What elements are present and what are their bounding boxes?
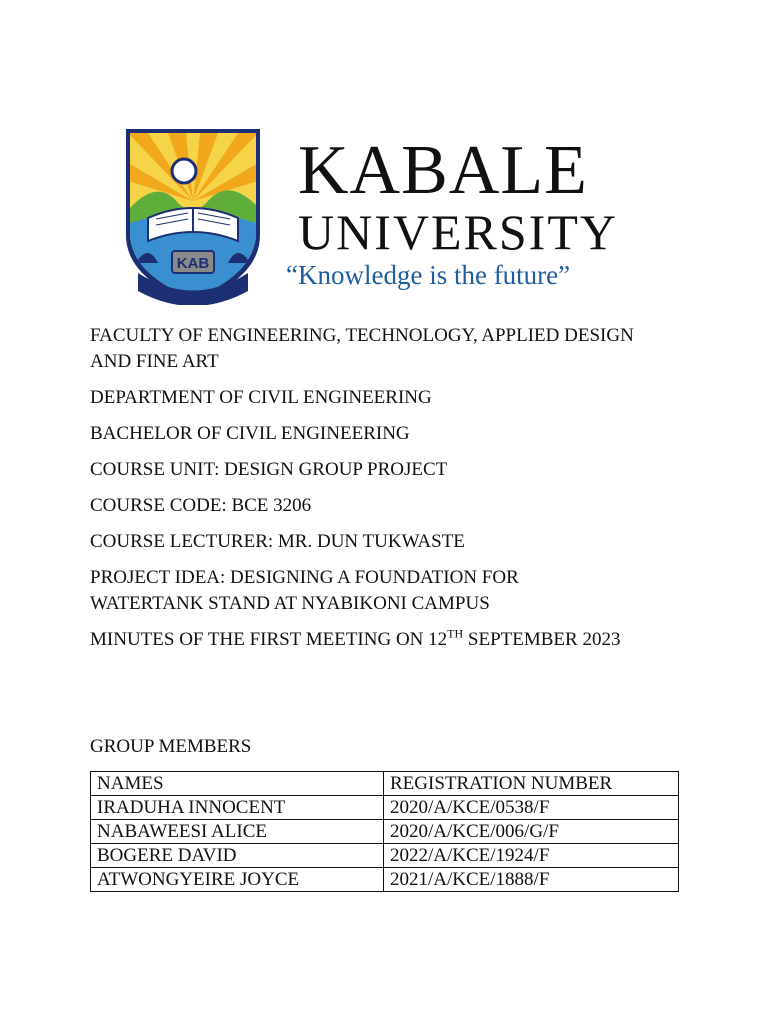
crest-text: KAB [176,255,210,272]
group-members-heading: GROUP MEMBERS [90,736,252,757]
crest-emblem-icon [118,123,268,305]
project-idea [90,565,690,617]
member-name: IRADUHA INNOCENT [91,796,384,820]
member-registration: 2020/A/KCE/0538/F [384,796,679,820]
faculty-name [90,323,690,375]
member-registration: 2021/A/KCE/1888/F [384,868,679,892]
column-header-names: NAMES [91,772,384,796]
minutes-prefix: MINUTES OF THE FIRST MEETING ON 12 [90,629,448,650]
document-details [90,323,690,663]
university-motto: “Knowledge is the future” [286,260,571,290]
course-lecturer: COURSE LECTURER: MR. DUN TUKWASTE [90,531,465,552]
table-row [91,796,679,820]
faculty-line2: AND FINE ART [90,351,219,372]
member-registration: 2022/A/KCE/1924/F [384,844,679,868]
member-name: ATWONGYEIRE JOYCE [91,868,384,892]
minutes-superscript: TH [447,626,464,641]
project-idea-line1: PROJECT IDEA: DESIGNING A FOUNDATION FOR [90,567,519,588]
table-header-row [91,772,679,796]
member-name: BOGERE DAVID [91,844,384,868]
department-name: DEPARTMENT OF CIVIL ENGINEERING [90,387,432,408]
table-row [91,844,679,868]
meeting-minutes-title [90,627,690,653]
member-name: NABAWEESI ALICE [91,820,384,844]
table-row [91,820,679,844]
programme-name: BACHELOR OF CIVIL ENGINEERING [90,423,410,444]
wordmark [298,132,618,260]
group-members-table [90,771,679,892]
table-row [91,868,679,892]
university-name-line1: KABALE [298,132,588,209]
university-name-line2: UNIVERSITY [298,204,618,260]
faculty-line1: FACULTY OF ENGINEERING, TECHNOLOGY, APPLIED DESIGN [90,325,634,346]
course-code: COURSE CODE: BCE 3206 [90,495,312,516]
minutes-suffix: SEPTEMBER 2023 [463,629,621,650]
column-header-registration: REGISTRATION NUMBER [384,772,679,796]
university-logo [90,95,680,310]
project-idea-line2: WATERTANK STAND AT NYABIKONI CAMPUS [90,593,490,614]
course-unit: COURSE UNIT: DESIGN GROUP PROJECT [90,459,448,480]
member-registration: 2020/A/KCE/006/G/F [384,820,679,844]
